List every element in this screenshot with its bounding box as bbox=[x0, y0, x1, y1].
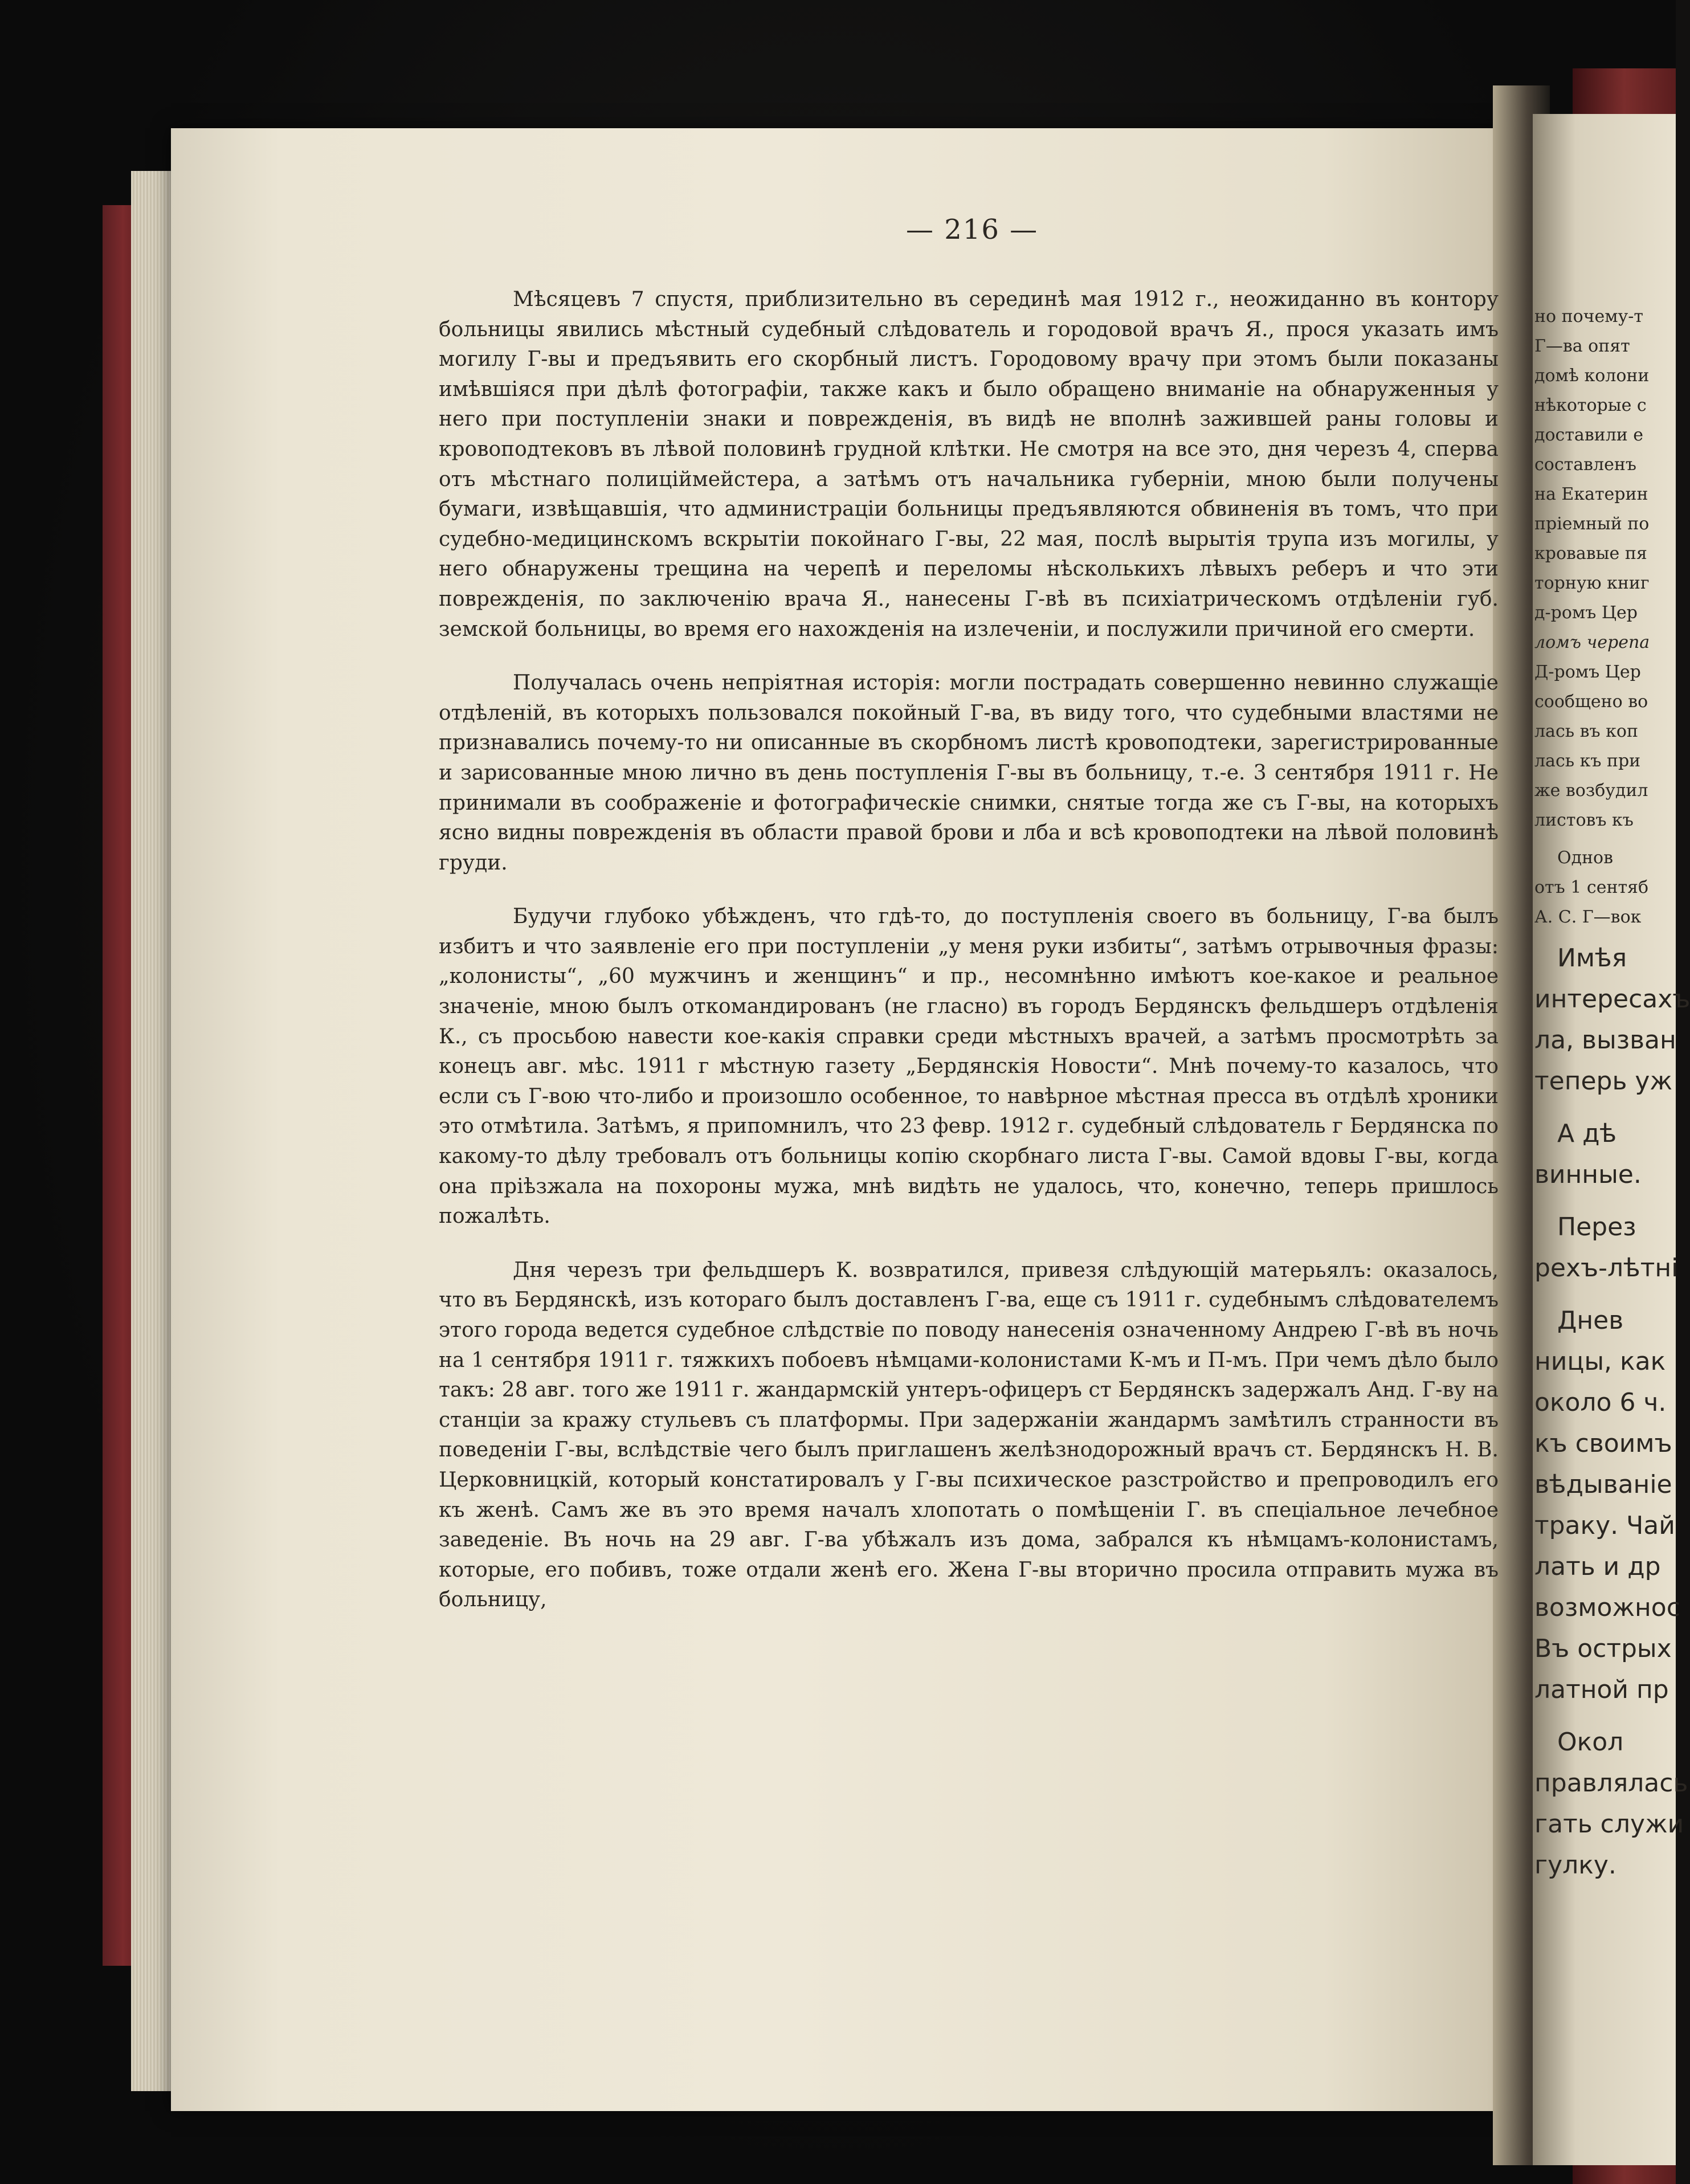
right-page-line: же возбудил bbox=[1534, 781, 1648, 801]
right-page-line: сообщено во bbox=[1534, 692, 1648, 712]
right-page-line: Имѣя bbox=[1557, 944, 1627, 973]
right-page-line: ломъ черепа bbox=[1534, 632, 1650, 652]
right-page-line: около 6 ч. bbox=[1534, 1388, 1667, 1417]
right-page-line: составленъ bbox=[1534, 455, 1636, 475]
right-page-line: доставили е bbox=[1534, 425, 1644, 445]
right-page-line: кровавые пя bbox=[1534, 544, 1647, 564]
right-page-line: возможнос bbox=[1534, 1593, 1680, 1622]
right-page-line: правлялась bbox=[1534, 1769, 1688, 1798]
right-page-line: къ своимъ bbox=[1534, 1429, 1672, 1458]
right-page-line: траку. Чай bbox=[1534, 1511, 1675, 1540]
paragraph: Дня черезъ три фельдшеръ К. возвратился, привезя слѣдующій матерьялъ: оказалось, что въ Бердянскѣ, изъ котораго былъ доставленъ Г-ва, еще съ 1911 г. судебнымъ слѣдователемъ этого города ведется судебное слѣдствіе по поводу нанесенія означенному Андрею Г-вѣ въ ночь на 1 сентября 1911 г. тяжкихъ побоевъ нѣмцами-колонистами К-мъ и П-мъ. При чемъ дѣло было такъ: 28 авг. того же 1911 г. жандармскій унтеръ-офицеръ ст Бердянскъ задержалъ Анд. Г-ву на станціи за кражу стульевъ съ платформы. При задержаніи жандармъ замѣтилъ странности въ поведеніи Г-вы, вслѣдствіе чего былъ приглашенъ желѣзнодорожный врачъ ст. Бердянскъ Н. В. Церковницкій, который констатировалъ у Г-вы психическое разстройство и препроводилъ его къ женѣ. Самъ же въ это время началъ хлопотать о помѣщеніи Г. въ спеціальное лечебное заведеніе. Въ ночь на 29 авг. Г-ва убѣжалъ изъ дома, забрался къ нѣмцамъ-колонистамъ, которые, его побивъ, тоже отдали женѣ его. Жена Г-вы вторично просила отправить мужа въ больницу, bbox=[439, 1258, 1499, 1612]
right-page-line: ницы, как bbox=[1534, 1347, 1666, 1376]
right-page-line: лась въ коп bbox=[1534, 721, 1638, 741]
right-page-line: Въ острых bbox=[1534, 1634, 1672, 1663]
paragraph: Получалась очень непріятная исторія: могли пострадать совершенно невинно служащіе отдѣленій, въ которыхъ пользовался покойный Г-ва, въ виду того, что судебными властями не признавались почему-то ни описанные въ скорбномъ листѣ кровоподтеки, зарегистрированные и зарисованные мною лично въ день поступленія Г-вы въ больницу, т.-е. 3 сентября 1911 г. Не принимали въ соображеніе и фотографическіе снимки, снятые тогда же съ Г-вы, на которыхъ ясно видны поврежденія въ области правой брови и лба и всѣ кровоподтеки на лѣвой половинѣ груди. bbox=[439, 671, 1499, 875]
right-page-line: отъ 1 сентяб bbox=[1534, 877, 1649, 897]
right-page-line: Днев bbox=[1557, 1306, 1624, 1335]
right-page-line: листовъ къ bbox=[1534, 810, 1634, 830]
right-page-line: нѣкоторые с bbox=[1534, 395, 1647, 415]
right-page-line: но почему-т bbox=[1534, 307, 1643, 326]
right-page-line: торную книг bbox=[1534, 573, 1650, 593]
right-page-line: Окол bbox=[1557, 1728, 1624, 1757]
right-page-line: лась къ при bbox=[1534, 751, 1641, 771]
right-page-line: гулку. bbox=[1534, 1851, 1616, 1880]
page-number: — 216 — bbox=[906, 214, 1039, 246]
paragraph: Мѣсяцевъ 7 спустя, приблизительно въ серединѣ мая 1912 г., неожиданно въ контору больницы явились мѣстный судебный слѣдователь и городовой врачъ Я., прося указать имъ могилу Г-вы и предъявить его скорбный листъ. Городовому врачу при этомъ были показаны имѣвшіяся при дѣлѣ фотографіи, также какъ и было обращено вниманіе на обнаруженныя у него при поступленіи знаки и поврежденія, въ видѣ не вполнѣ зажившей раны головы и кровоподтековъ въ лѣвой половинѣ грудной клѣтки. Не смотря на все это, дня черезъ 4, сперва отъ мѣстнаго полиціймейстера, а затѣмъ отъ начальника губерніи, мною были получены бумаги, извѣщавшія, что администраціи больницы предъявляются обвиненія въ томъ, что при судебно-медицинскомъ вскрытіи покойнаго Г-вы, 22 мая, послѣ вырытія трупа изъ могилы, у него обнаружены трещина на черепѣ и переломы нѣсколькихъ лѣвыхъ реберъ и что эти поврежденія, по заключенію врача Я., нанесены Г-вѣ въ психіатрическомъ отдѣленіи губ. земской больницы, во время его нахожденія на излеченіи, и послужили причиной его смерти. bbox=[439, 288, 1499, 641]
page-body-text bbox=[439, 285, 1499, 1635]
right-page-line: д-ромъ Цер bbox=[1534, 603, 1638, 623]
paragraph: Будучи глубоко убѣжденъ, что гдѣ-то, до поступленія своего въ больницу, Г-ва былъ избитъ и что заявленіе его при поступленіи „у меня руки избиты“, затѣмъ отрывочныя фразы: „колонисты“, „60 мужчинъ и женщинъ“ и пр., несомнѣнно имѣютъ кое-какое и реальное значеніе, мною былъ откомандированъ (не гласно) въ городъ Бердянскъ фельдшеръ отдѣленія К., съ просьбою навести кое-какія справки среди мѣстныхъ врачей, а затѣмъ просмотрѣть за конецъ авг. мѣс. 1911 г мѣстную газету „Бердянскія Новости“. Мнѣ почему-то казалось, что если съ Г-вою что-либо и произошло особенное, то навѣрное мѣстная пресса въ отдѣлѣ хроники это отмѣтила. Затѣмъ, я припомнилъ, что 23 февр. 1912 г. судебный слѣдователь г Бердянска по какому-то дѣлу требовалъ отъ больницы копію скорбнаго листа Г-вы. Самой вдовы Г-вы, когда она пріѣзжала на похороны мужа, мнѣ видѣть не удалось, что, конечно, теперь пришлось пожалѣть. bbox=[439, 905, 1499, 1228]
right-page-line: гать служи bbox=[1534, 1810, 1684, 1839]
right-page-line: теперь уж bbox=[1534, 1067, 1673, 1096]
right-page-line: А. С. Г—вок bbox=[1534, 907, 1642, 927]
right-page-line: Перез bbox=[1557, 1213, 1636, 1242]
right-page-line: Г—ва опят bbox=[1534, 336, 1630, 356]
right-page-line: А дѣ bbox=[1557, 1119, 1617, 1148]
right-page-line: на Екатерин bbox=[1534, 484, 1648, 504]
right-page-text bbox=[1534, 302, 1690, 1886]
right-page-line: домѣ колони bbox=[1534, 366, 1650, 386]
right-page-line: ла, вызван bbox=[1534, 1026, 1676, 1055]
right-page-line: латной пр bbox=[1534, 1675, 1669, 1704]
right-page-line: рехъ-лѣтні bbox=[1534, 1254, 1679, 1283]
right-page-line: пріемный по bbox=[1534, 514, 1650, 534]
right-page-line: винные. bbox=[1534, 1160, 1642, 1189]
right-page-line: интересахъ bbox=[1534, 985, 1690, 1014]
right-page-line: вѣдываніе bbox=[1534, 1470, 1672, 1499]
right-page-line: Однов bbox=[1557, 848, 1614, 868]
right-page-line: Д-ромъ Цер bbox=[1534, 662, 1641, 682]
right-page-line: лать и др bbox=[1534, 1552, 1661, 1581]
